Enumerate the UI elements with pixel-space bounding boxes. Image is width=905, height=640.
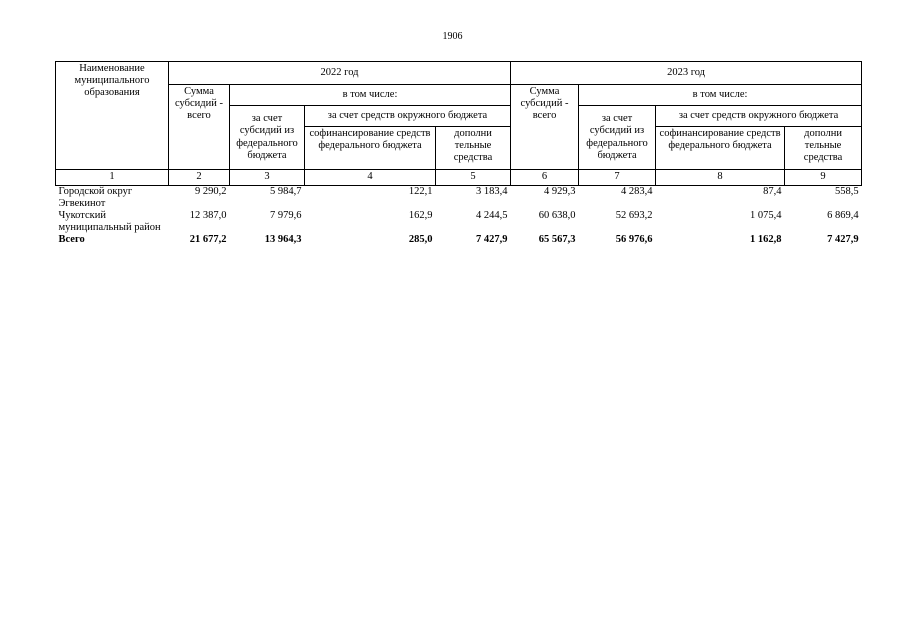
cell-value: 87,4 [763, 186, 782, 198]
cell-value: 162,9 [408, 210, 433, 222]
total-label: Всего [58, 234, 85, 246]
cell-value: 9 290,2 [195, 186, 227, 198]
cell-value: 122,1 [408, 186, 433, 198]
column-number: 3 [230, 170, 305, 186]
total-value: 65 567,3 [538, 234, 576, 246]
column-number: 1 [56, 170, 169, 186]
cell-value: 60 638,0 [538, 210, 576, 222]
column-number: 7 [579, 170, 656, 186]
column-number-row [56, 170, 862, 186]
header-federal-2022: за счет субсидий из федерального бюджета [230, 106, 305, 170]
cell-value: 558,5 [834, 186, 859, 198]
column-number: 2 [169, 170, 230, 186]
cell-value: 7 979,6 [270, 210, 302, 222]
cell-value: 6 869,4 [827, 210, 859, 222]
cell-value: 12 387,0 [189, 210, 227, 222]
header-including-2022: в том числе: [230, 85, 511, 106]
column-number: 5 [436, 170, 511, 186]
page-number: 1906 [442, 31, 463, 42]
total-value: 56 976,6 [615, 234, 653, 246]
cell-value: 5 984,7 [270, 186, 302, 198]
cell-value: 1 075,4 [750, 210, 782, 222]
total-value: 13 964,3 [264, 234, 302, 246]
total-value: 21 677,2 [189, 234, 227, 246]
header-cofinancing-2022: софинансирование средств федерального бюджета [305, 127, 436, 170]
header-district-2023: за счет средств окружного бюджета [656, 106, 862, 127]
table-row [56, 186, 862, 211]
header-additional-2023: дополни тельные средства [785, 127, 862, 170]
header-federal-2023: за счет субсидий из федерального бюджета [579, 106, 656, 170]
total-value: 7 427,9 [827, 234, 859, 246]
header-name: Наименование муниципального образования [56, 62, 169, 170]
total-value: 7 427,9 [476, 234, 508, 246]
column-number: 9 [785, 170, 862, 186]
cell-value: 4 283,4 [621, 186, 653, 198]
header-year-2023: 2023 год [511, 62, 862, 85]
header-sum-2023: Сумма субсидий - всего [511, 85, 579, 170]
column-number: 4 [305, 170, 436, 186]
row-name: Чукотский муниципальный район [58, 210, 161, 234]
header-district-2022: за счет средств окружного бюджета [305, 106, 511, 127]
header-sum-2022: Сумма субсидий - всего [169, 85, 230, 170]
total-value: 1 162,8 [750, 234, 782, 246]
subsidy-table [55, 61, 862, 246]
column-number: 8 [656, 170, 785, 186]
header-cofinancing-2023: софинансирование средств федерального бюджета [656, 127, 785, 170]
table-row [56, 210, 862, 234]
total-value: 285,0 [408, 234, 433, 246]
header-including-2023: в том числе: [579, 85, 862, 106]
cell-value: 52 693,2 [615, 210, 653, 222]
column-number: 6 [511, 170, 579, 186]
total-row [56, 234, 862, 246]
cell-value: 3 183,4 [476, 186, 508, 198]
cell-value: 4 244,5 [476, 210, 508, 222]
header-year-2022: 2022 год [169, 62, 511, 85]
header-additional-2022: дополни тельные средства [436, 127, 511, 170]
row-name: Городской округ Эгвекинот [58, 186, 133, 210]
cell-value: 4 929,3 [544, 186, 576, 198]
